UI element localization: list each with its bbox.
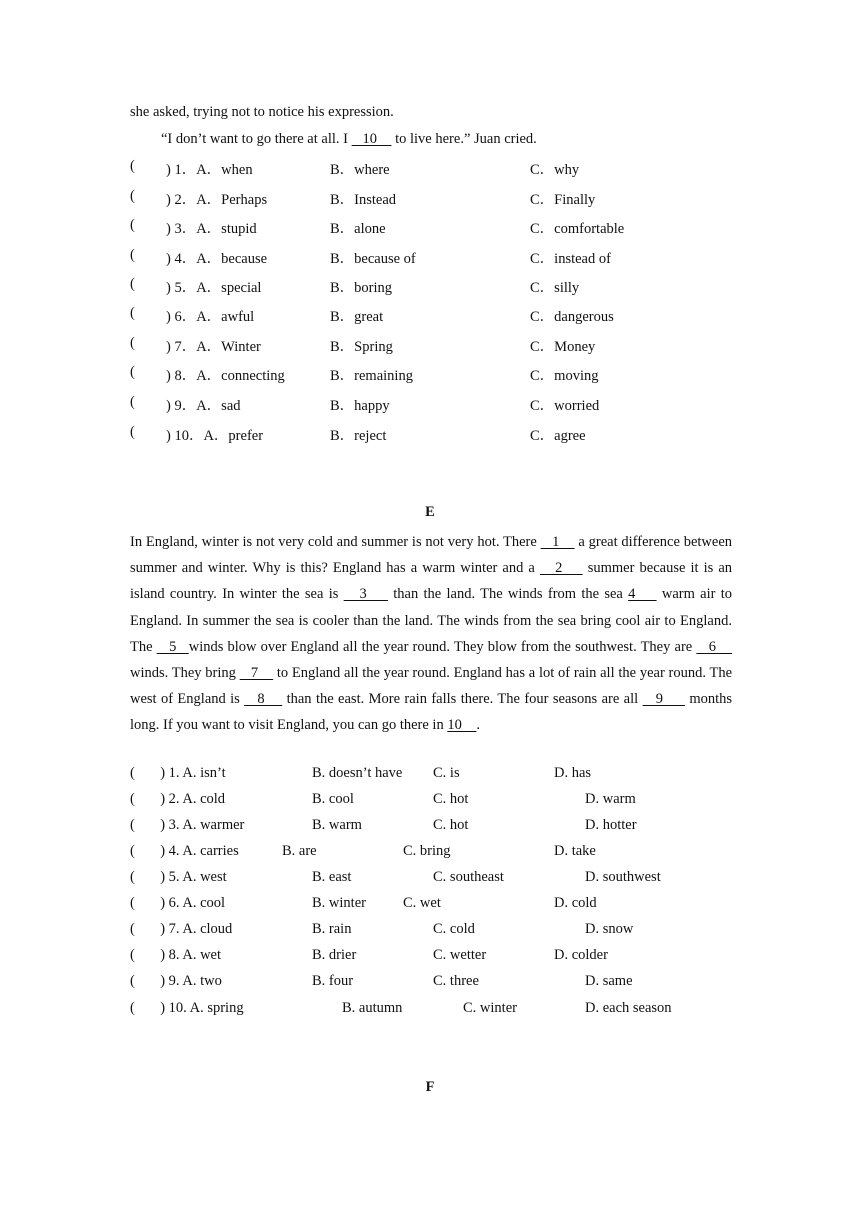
intro-line: she asked, trying not to notice his expression.	[130, 104, 394, 120]
question-row	[130, 869, 750, 889]
option-b: B. winter	[312, 895, 366, 911]
passage-text: to England all the year round. England has a lot of rain all the year round. The west of England is	[130, 665, 733, 708]
question-stem: ( ) 1. A. isn’t	[130, 765, 226, 781]
passage-blank: 9	[642, 691, 685, 708]
passage-blank: 1	[540, 534, 575, 550]
question-row	[130, 817, 750, 837]
option-a: ) 10．A．prefer	[166, 428, 264, 444]
question-row	[130, 335, 750, 355]
option-b: B．boring	[330, 280, 393, 296]
option-c: C．dangerous	[530, 309, 614, 325]
option-b: B．alone	[330, 221, 386, 237]
passage-blank: 7	[239, 665, 274, 682]
question-stem: ( ) 6. A. cool	[130, 895, 226, 911]
passage-blank: 4	[628, 586, 657, 603]
option-b: B. rain	[312, 921, 352, 937]
question-row	[130, 424, 750, 444]
passage-text: than the land. The winds from the sea	[387, 586, 629, 603]
passage-text: winds. They bring	[130, 665, 240, 682]
passage-text: summer because it is an island country. In winter the sea is	[130, 560, 733, 603]
option-b: B. autumn	[342, 1000, 403, 1016]
option-a: ) 4．A．because	[166, 251, 268, 267]
option-c: C．moving	[530, 368, 599, 384]
answer-paren: (	[130, 305, 135, 321]
answer-paren: (	[130, 188, 135, 204]
option-d: D. colder	[554, 947, 608, 963]
option-c: C．silly	[530, 280, 580, 296]
option-a: ) 1．A．when	[166, 162, 253, 178]
option-c: C．agree	[530, 428, 586, 444]
option-b: B．great	[330, 309, 384, 325]
option-c: C．why	[530, 162, 580, 178]
answer-paren: (	[130, 394, 135, 410]
option-b: B．because of	[330, 251, 416, 267]
option-b: B．Instead	[330, 192, 397, 208]
option-b: B. warm	[312, 817, 362, 833]
question-stem: ( ) 3. A. warmer	[130, 817, 245, 833]
option-d: D. hotter	[585, 817, 637, 833]
option-c: C．Money	[530, 339, 596, 355]
option-d: D. each season	[585, 1000, 672, 1016]
question-row	[130, 217, 750, 237]
question-row	[130, 188, 750, 208]
option-c: C. three	[433, 973, 479, 989]
question-row	[130, 765, 750, 785]
option-d: D. cold	[554, 895, 597, 911]
question-row	[130, 921, 750, 941]
option-a: ) 9．A．sad	[166, 398, 241, 414]
option-c: C. southeast	[433, 869, 504, 885]
question-row	[130, 791, 750, 811]
option-a: ) 8．A．connecting	[166, 368, 285, 384]
passage-blank: 10	[447, 717, 477, 734]
passage-text: .	[476, 717, 480, 734]
answer-paren: (	[130, 158, 135, 174]
option-c: C．worried	[530, 398, 600, 414]
question-stem: ( ) 4. A. carries	[130, 843, 239, 859]
passage-text: a great difference between summer and winter. Why is this? England has a warm winter and a	[130, 534, 733, 577]
question-row	[130, 247, 750, 267]
option-c: C．comfortable	[530, 221, 625, 237]
option-d: D. snow	[585, 921, 634, 937]
answer-paren: (	[130, 217, 135, 233]
option-b: B．reject	[330, 428, 387, 444]
option-b: B. east	[312, 869, 352, 885]
answer-paren: (	[130, 424, 135, 440]
option-c: C. hot	[433, 817, 469, 833]
question-stem: ( ) 8. A. wet	[130, 947, 222, 963]
question-row	[130, 1000, 750, 1020]
option-d: D. same	[585, 973, 633, 989]
section-e-heading: E	[425, 504, 435, 520]
question-stem: ( ) 2. A. cold	[130, 791, 226, 807]
option-c: C．Finally	[530, 192, 596, 208]
option-c: C．instead of	[530, 251, 611, 267]
answer-paren: (	[130, 364, 135, 380]
option-c: C. hot	[433, 791, 469, 807]
option-d: D. take	[554, 843, 596, 859]
option-c: C. is	[433, 765, 460, 781]
option-c: C. wet	[403, 895, 441, 911]
passage-blank: 8	[244, 691, 283, 708]
option-c: C. wetter	[433, 947, 487, 963]
question-stem: ( ) 5. A. west	[130, 869, 227, 885]
answer-paren: (	[130, 276, 135, 292]
option-a: ) 2．A．Perhaps	[166, 192, 268, 208]
question-row	[130, 895, 750, 915]
passage-blank: 3	[343, 586, 388, 603]
passage-text: warm air to England. In summer the sea is cooler than the land. The winds from the sea bring cool air to England. The	[130, 586, 733, 655]
answer-paren: (	[130, 247, 135, 263]
option-c: C. winter	[463, 1000, 517, 1016]
option-a: ) 7．A．Winter	[166, 339, 261, 355]
passage-text: than the east. More rain falls there. The four seasons are all	[282, 691, 643, 708]
quote-after: to live here.” Juan cried.	[391, 131, 537, 147]
question-row	[130, 305, 750, 325]
question-row	[130, 364, 750, 384]
option-b: B．remaining	[330, 368, 413, 384]
passage-blank: 6	[696, 638, 733, 655]
option-b: B．happy	[330, 398, 390, 414]
quote-line	[161, 131, 537, 148]
option-b: B．where	[330, 162, 390, 178]
quote-before: “I don’t want to go there at all. I	[161, 131, 352, 147]
question-row	[130, 394, 750, 414]
passage-text: In England, winter is not very cold and summer is not very hot. There	[130, 534, 541, 550]
option-d: D. warm	[585, 791, 636, 807]
question-row	[130, 947, 750, 967]
question-row	[130, 973, 750, 993]
option-d: D. southwest	[585, 869, 661, 885]
section-f-heading: F	[425, 1079, 435, 1095]
option-a: ) 3．A．stupid	[166, 221, 257, 237]
option-b: B. are	[282, 843, 317, 859]
question-stem: ( ) 10. A. spring	[130, 1000, 244, 1016]
option-a: ) 6．A．awful	[166, 309, 255, 325]
option-a: ) 5．A．special	[166, 280, 262, 296]
passage-blank: 5	[156, 638, 189, 655]
section-e-passage	[130, 529, 732, 739]
passage-blank: 2	[539, 560, 583, 577]
option-d: D. has	[554, 765, 592, 781]
option-b: B. cool	[312, 791, 354, 807]
question-stem: ( ) 9. A. two	[130, 973, 222, 989]
passage-text: winds blow over England all the year round. They blow from the southwest. They are	[188, 638, 697, 655]
question-row	[130, 843, 750, 863]
question-row	[130, 276, 750, 296]
option-c: C. bring	[403, 843, 451, 859]
question-row	[130, 158, 750, 178]
question-stem: ( ) 7. A. cloud	[130, 921, 233, 937]
answer-paren: (	[130, 335, 135, 351]
option-b: B. doesn’t have	[312, 765, 403, 781]
option-b: B. drier	[312, 947, 357, 963]
option-c: C. cold	[433, 921, 475, 937]
blank-10: 10	[351, 131, 392, 147]
option-b: B. four	[312, 973, 354, 989]
option-b: B．Spring	[330, 339, 393, 355]
passage-text: months long. If you want to visit England, you can go there in	[130, 691, 733, 734]
